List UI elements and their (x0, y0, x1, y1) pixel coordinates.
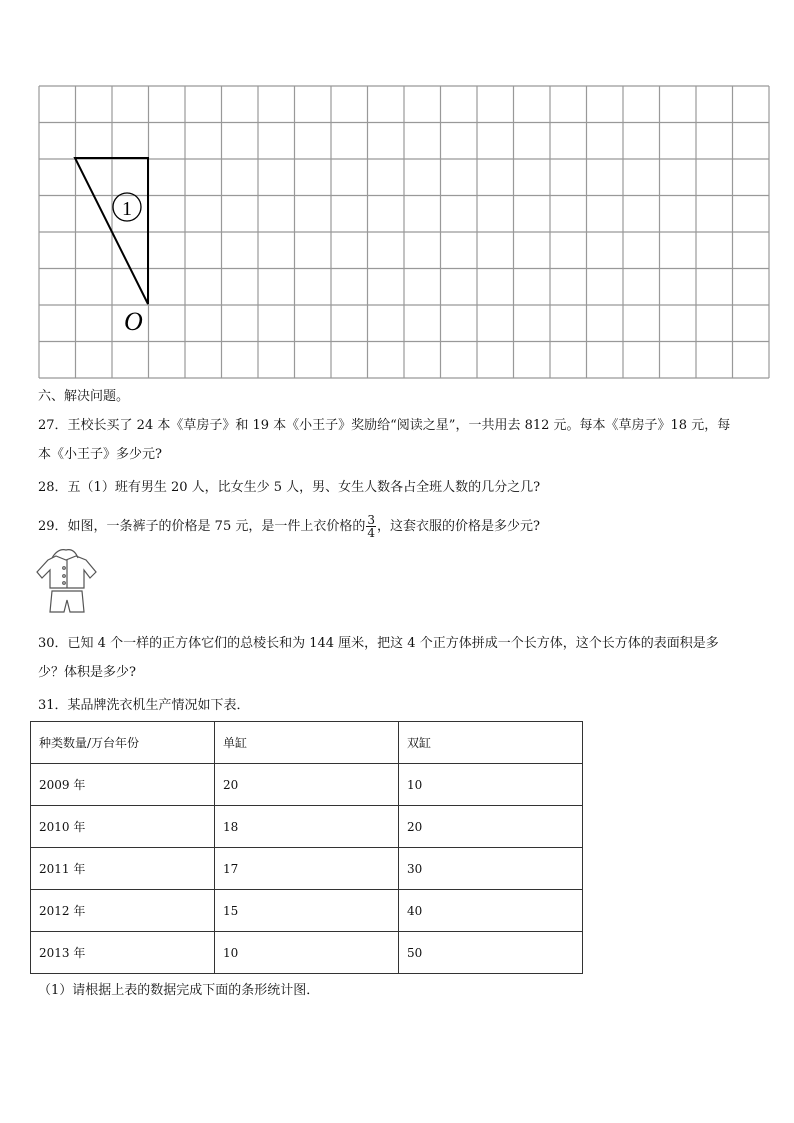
table-cell: 18 (215, 806, 399, 848)
question-30-line1: 30．已知 4 个一样的正方体它们的总棱长和为 144 厘米，把这 4 个正方体拼成一个长方体，这个长方体的表面积是多 (38, 636, 719, 651)
question-29-before: 29．如图，一条裤子的价格是 75 元，是一件上衣价格的 (38, 519, 366, 534)
question-28: 28．五（1）班有男生 20 人，比女生少 5 人，男、女生人数各占全班人数的几分之几? (38, 480, 541, 495)
table-cell: 2013 年 (31, 932, 215, 974)
coordinate-grid (38, 85, 770, 379)
table-cell: 20 (399, 806, 583, 848)
question-29-after: ，这套衣服的价格是多少元? (377, 519, 540, 534)
question-31-sub1: （1）请根据上表的数据完成下面的条形统计图． (38, 983, 320, 998)
table-cell: 10 (399, 764, 583, 806)
table-row (31, 764, 583, 806)
fraction-three-quarters (366, 514, 376, 539)
question-31-intro: 31．某品牌洗衣机生产情况如下表． (38, 698, 250, 713)
header-double-tub: 双缸 (399, 722, 583, 764)
header-year-quantity: 种类数量/万台年份 (31, 722, 215, 764)
table-cell: 2012 年 (31, 890, 215, 932)
question-27-line2: 本《小王子》多少元? (38, 447, 162, 462)
circled-one-digit: 1 (122, 198, 132, 220)
question-29 (38, 512, 540, 542)
header-single-tub: 单缸 (215, 722, 399, 764)
table-row (31, 932, 583, 974)
table-cell: 40 (399, 890, 583, 932)
section-title: 六、解决问题。 (38, 389, 130, 404)
table-row (31, 848, 583, 890)
table-cell: 10 (215, 932, 399, 974)
table-cell: 20 (215, 764, 399, 806)
table-cell: 15 (215, 890, 399, 932)
question-30-line2: 少？体积是多少? (38, 665, 136, 680)
question-27-line1: 27．王校长买了 24 本《草房子》和 19 本《小王子》奖励给“阅读之星”，一共用去 812 元。每本《草房子》18 元，每 (38, 418, 731, 433)
table-row (31, 806, 583, 848)
point-o-label: O (124, 307, 143, 336)
table-cell: 17 (215, 848, 399, 890)
table-row (31, 890, 583, 932)
production-table (30, 721, 583, 974)
table-cell: 2009 年 (31, 764, 215, 806)
fraction-numerator: 3 (367, 513, 375, 527)
table-cell: 50 (399, 932, 583, 974)
clothes-illustration (34, 546, 100, 618)
fraction-denominator: 4 (367, 526, 375, 540)
table-cell: 2011 年 (31, 848, 215, 890)
table-cell: 30 (399, 848, 583, 890)
table-header-row (31, 722, 583, 764)
table-cell: 2010 年 (31, 806, 215, 848)
